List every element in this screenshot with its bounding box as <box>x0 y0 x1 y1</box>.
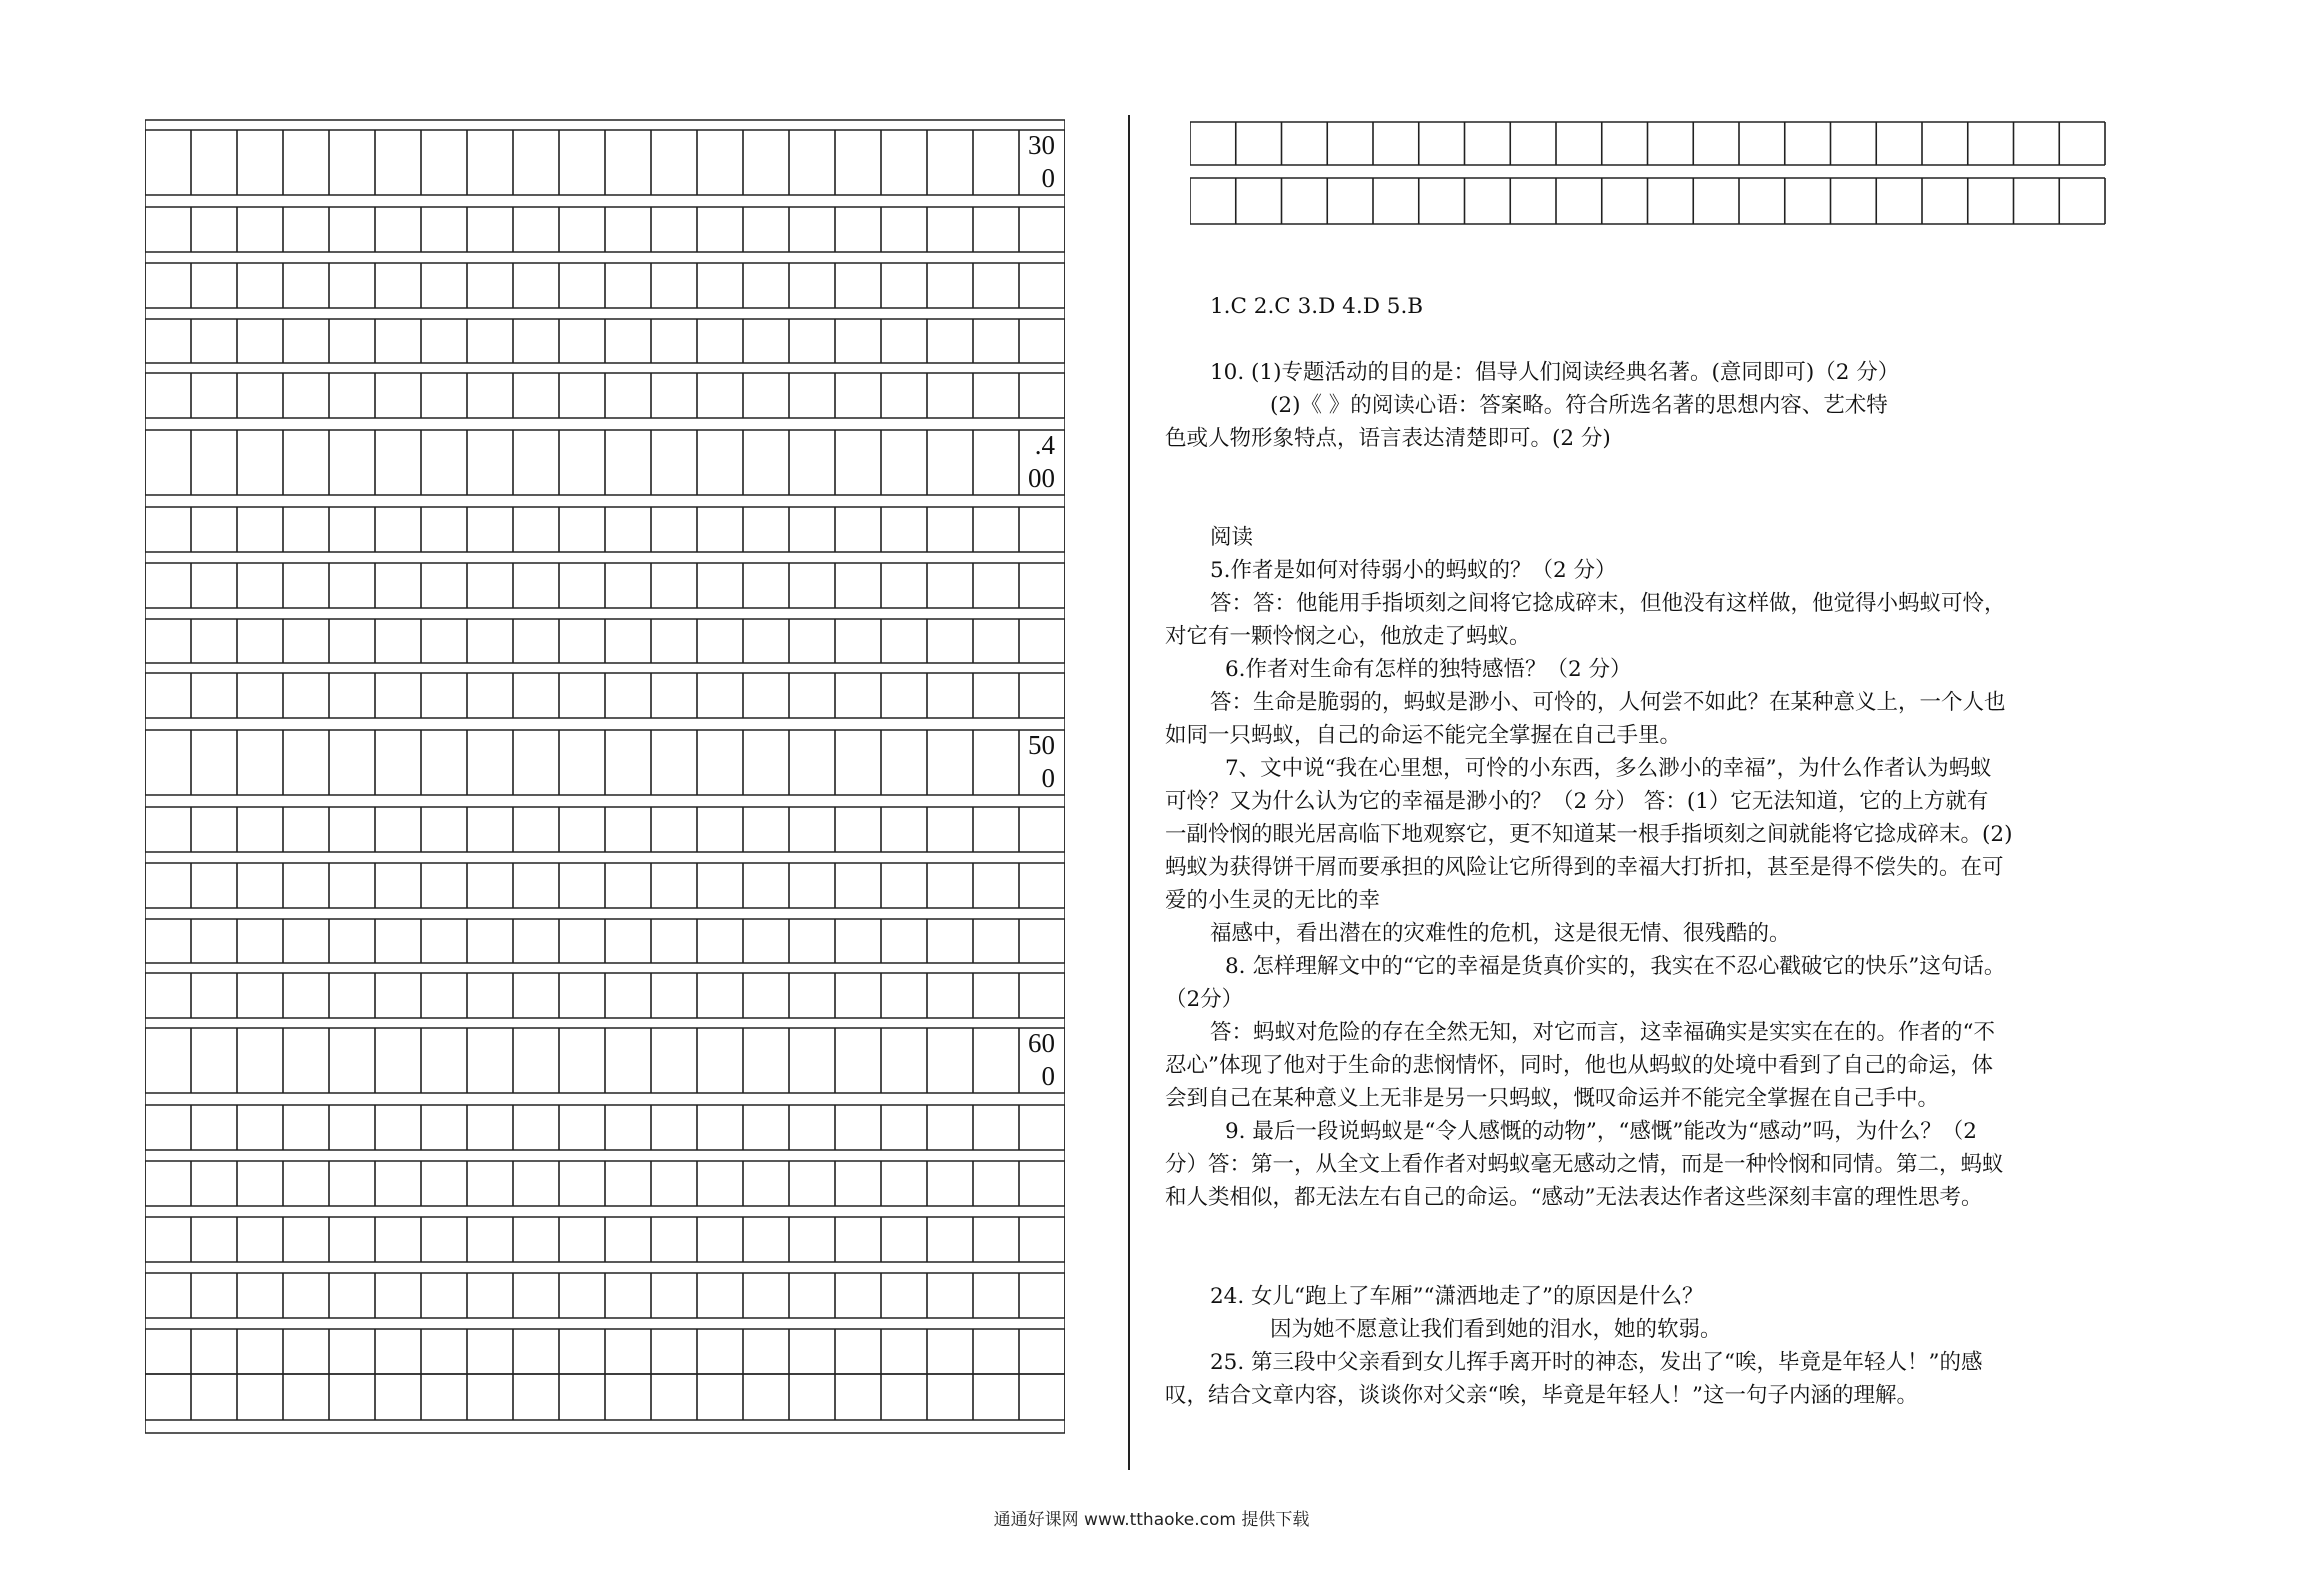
question-7-line5: 爱的小生灵的无比的幸 <box>1165 888 1381 913</box>
question-8-line1: 8. 怎样理解文中的“它的幸福是货真价实的，我实在不忍心戳破它的快乐”这句话。 <box>1225 954 2006 979</box>
word-count-marker-300: 30 0 <box>1028 130 1055 193</box>
q10-part1: 10. (1)专题活动的目的是：倡导人们阅读经典名著。(意同即可)（2 分） <box>1210 360 1900 385</box>
answer-6-line2: 如同一只蚂蚁，自己的命运不能完全掌握在自己手里。 <box>1165 723 1682 748</box>
writing-grid-left <box>145 115 1065 1445</box>
writing-grid-right <box>1190 120 2110 234</box>
answer-5-line1: 答：答：他能用手指顷刻之间将它捻成碎末，但他没有这样做，他觉得小蚂蚁可怜， <box>1210 591 2006 616</box>
choice-answers: 1.C 2.C 3.D 4.D 5.B <box>1210 294 1424 319</box>
question-25-line1: 25. 第三段中父亲看到女儿挥手离开时的神态，发出了“唉，毕竟是年轻人！”的感 <box>1210 1350 1983 1375</box>
question-7-line6: 福感中，看出潜在的灾难性的危机，这是很无情、很残酷的。 <box>1210 921 1791 946</box>
composition-grid-lines-right <box>1190 120 2110 230</box>
q10-part2-line2: 色或人物形象特点，语言表达清楚即可。(2 分) <box>1165 426 1611 451</box>
answer-6-line1: 答：生命是脆弱的，蚂蚁是渺小、可怜的，人何尝不如此？在某种意义上，一个人也 <box>1210 690 2006 715</box>
question-7-line3: 一副怜悯的眼光居高临下地观察它，更不知道某一根手指顷刻之间就能将它捻成碎末。(2) <box>1165 822 2013 847</box>
reading-heading: 阅读 <box>1210 525 1254 550</box>
question-8-line2: （2分） <box>1165 987 1244 1012</box>
word-count-marker-600: 60 0 <box>1028 1028 1055 1091</box>
column-divider <box>1128 115 1130 1470</box>
question-9-line2: 分）答：第一，从全文上看作者对蚂蚁毫无感动之情，而是一种怜悯和同情。第二，蚂蚁 <box>1165 1152 2004 1177</box>
composition-grid-lines <box>145 115 1065 1445</box>
question-7-line4: 蚂蚁为获得饼干屑而要承担的风险让它所得到的幸福大打折扣，甚至是得不偿失的。在可 <box>1165 855 2004 880</box>
question-9-line3: 和人类相似，都无法左右自己的命运。“感动”无法表达作者这些深刻丰富的理性思考。 <box>1165 1185 1983 1210</box>
word-count-marker-400: .4 00 <box>1028 430 1055 493</box>
answer-8-line1: 答：蚂蚁对危险的存在全然无知，对它而言，这幸福确实是实实在在的。作者的“不 <box>1210 1020 1995 1045</box>
question-9-line1: 9. 最后一段说蚂蚁是“令人感慨的动物”，“感慨”能改为“感动”吗，为什么？（2 <box>1225 1119 1977 1144</box>
word-count-marker-500: 50 0 <box>1028 730 1055 793</box>
question-7-line1: 7、文中说“我在心里想，可怜的小东西，多么渺小的幸福”，为什么作者认为蚂蚁 <box>1225 756 1992 781</box>
answer-8-line3: 会到自己在某种意义上无非是另一只蚂蚁，慨叹命运并不能完全掌握在自己手中。 <box>1165 1086 1940 1111</box>
q10-part2-line1: (2)《 》的阅读心语：答案略。符合所选名著的思想内容、艺术特 <box>1270 393 1888 418</box>
answer-8-line2: 忍心”体现了他对于生命的悲悯情怀，同时，他也从蚂蚁的处境中看到了自己的命运，体 <box>1165 1053 1993 1078</box>
answer-key <box>1165 290 2135 1412</box>
question-7-line2: 可怜？又为什么认为它的幸福是渺小的？（2 分） 答：(1）它无法知道，它的上方就有 <box>1165 789 1989 814</box>
question-5: 5.作者是如何对待弱小的蚂蚁的？（2 分） <box>1210 558 1617 583</box>
question-6: 6.作者对生命有怎样的独特感悟？（2 分） <box>1225 657 1632 682</box>
question-24: 24. 女儿“跑上了车厢”“潇洒地走了”的原因是什么？ <box>1210 1284 1704 1309</box>
question-25-line2: 叹，结合文章内容，谈谈你对父亲“唉，毕竟是年轻人！”这一句子内涵的理解。 <box>1165 1383 1918 1408</box>
answer-24: 因为她不愿意让我们看到她的泪水，她的软弱。 <box>1270 1317 1722 1342</box>
answer-5-line2: 对它有一颗怜悯之心，他放走了蚂蚁。 <box>1165 624 1531 649</box>
page-footer: 通通好课网 www.tthaoke.com 提供下载 <box>993 1510 1310 1530</box>
